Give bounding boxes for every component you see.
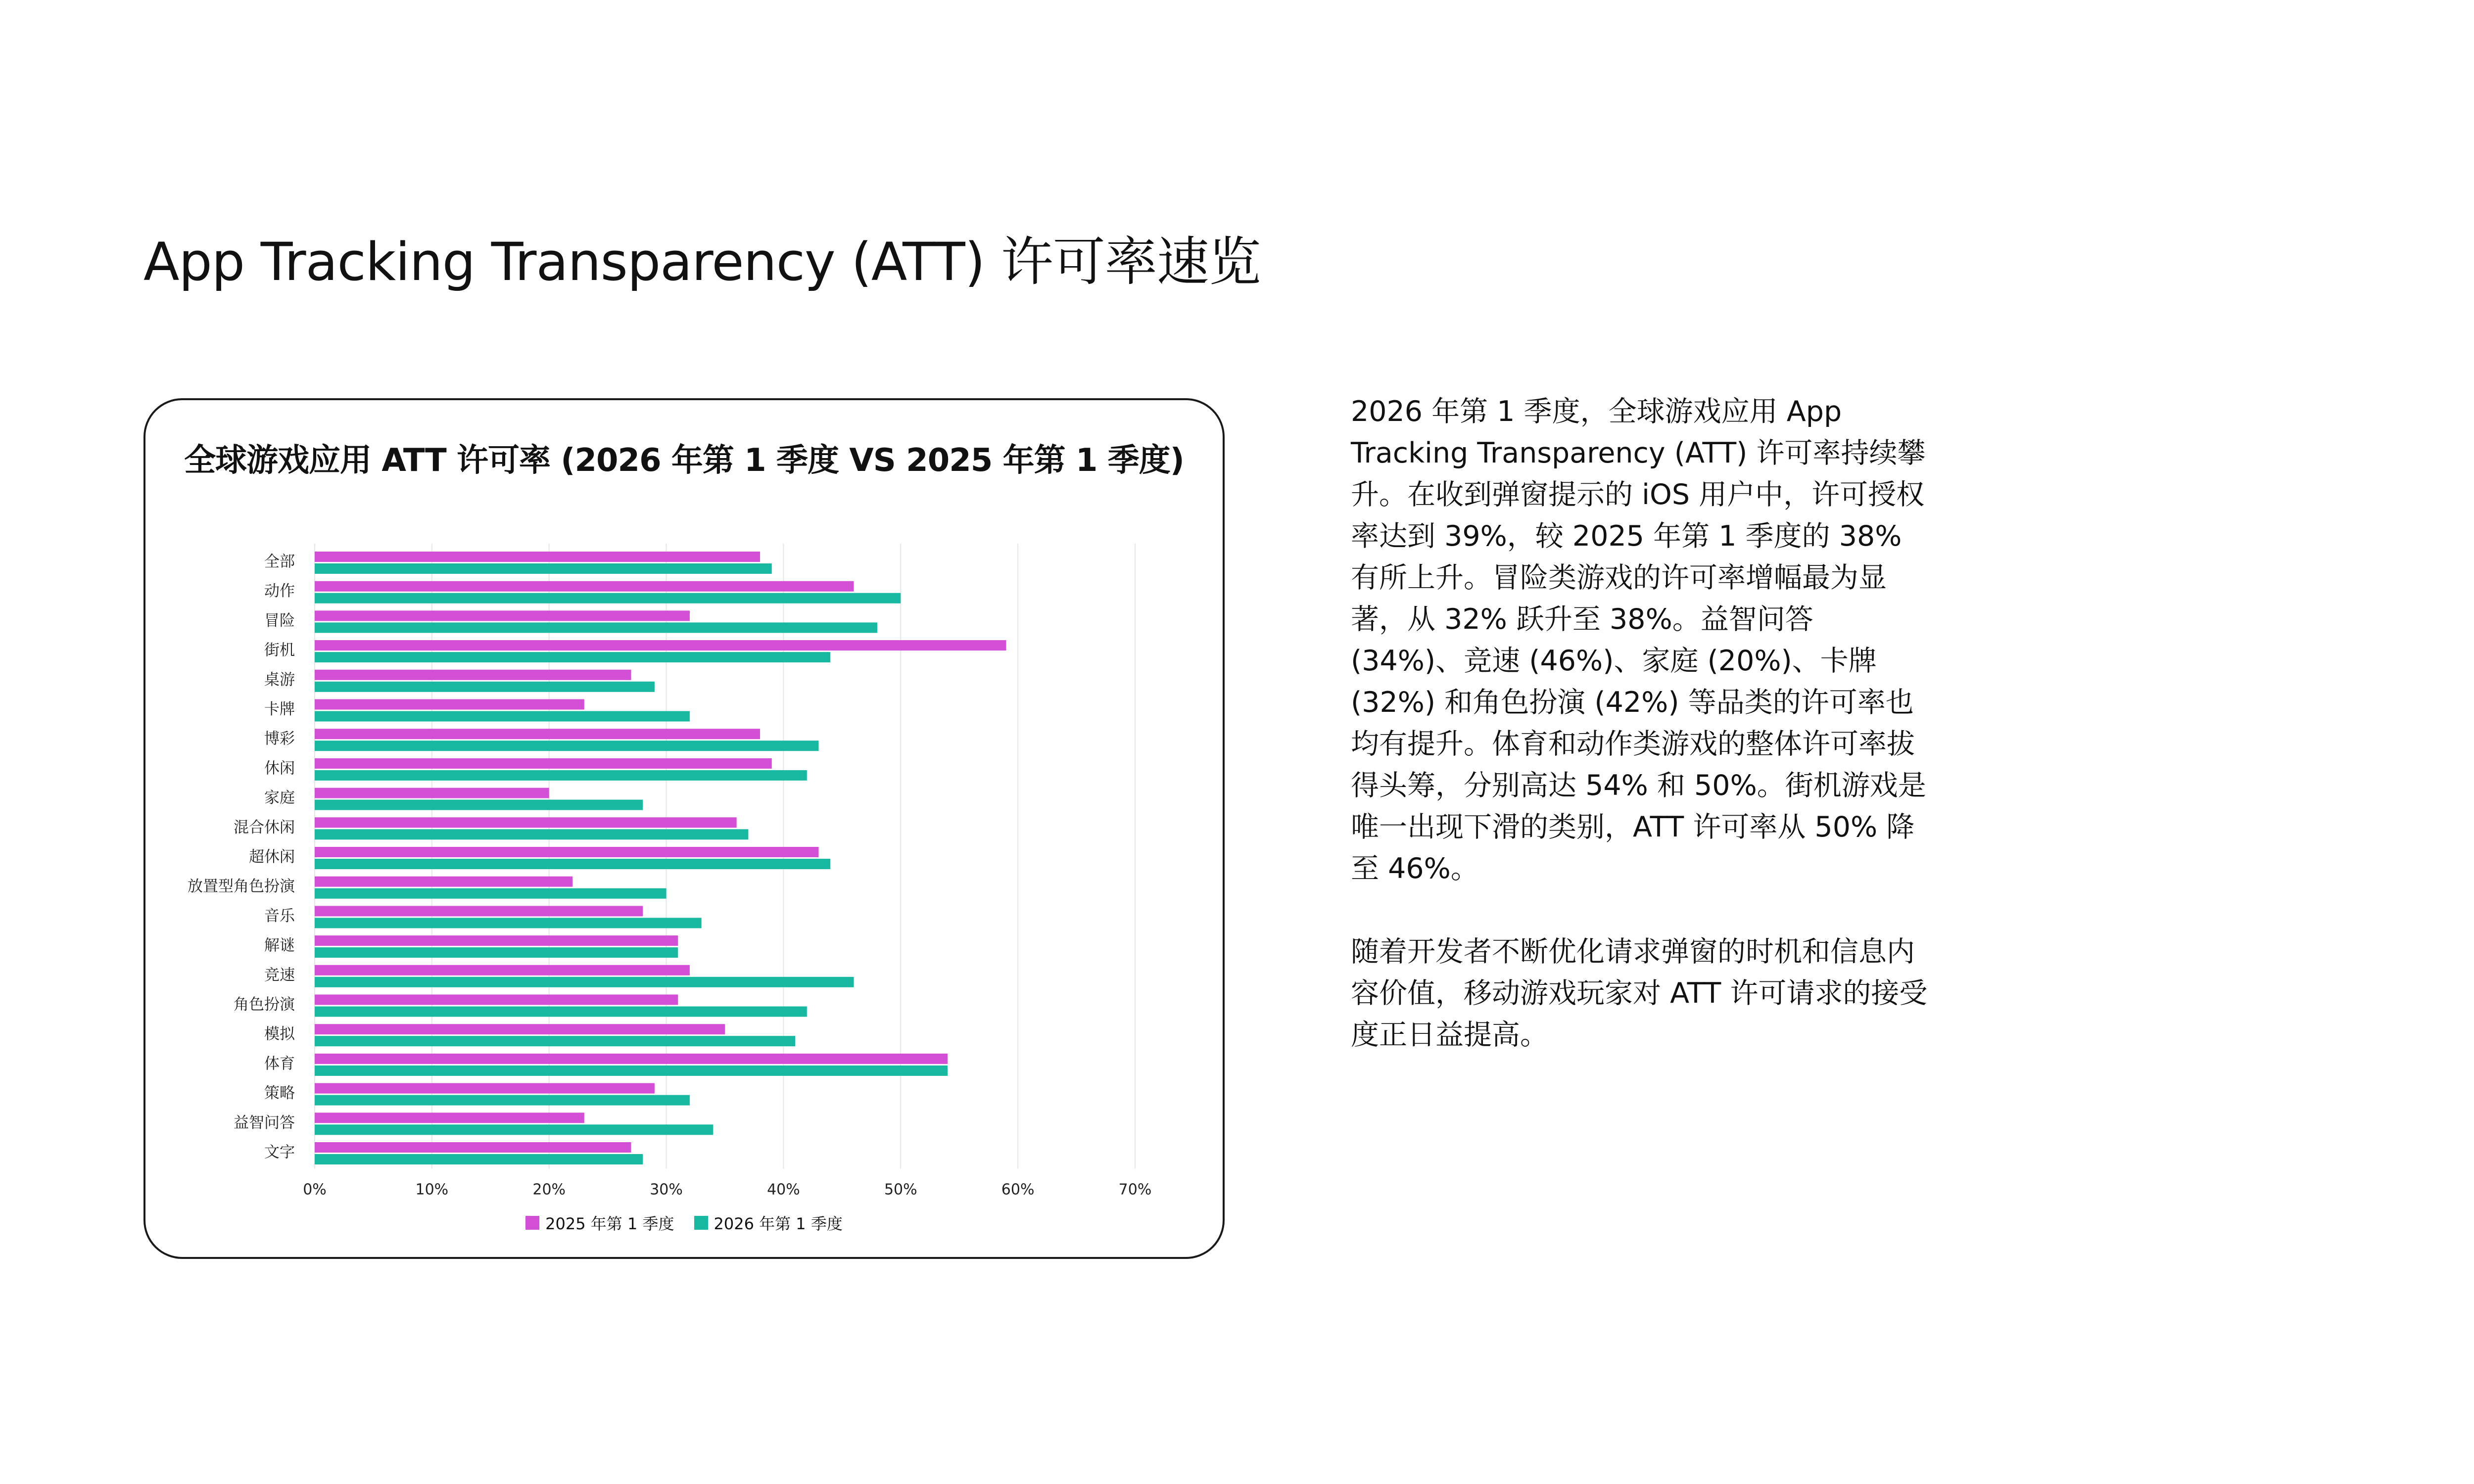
- category-label: 博彩: [264, 730, 295, 748]
- bar-2025-9: [315, 817, 737, 828]
- x-tick-label: 0%: [303, 1181, 327, 1199]
- bar-2026-0: [315, 563, 772, 574]
- bar-2025-17: [315, 1054, 948, 1064]
- category-label: 家庭: [264, 789, 295, 807]
- bar-2025-0: [315, 552, 760, 562]
- bar-2026-4: [315, 682, 655, 692]
- category-label: 竞速: [264, 966, 295, 984]
- legend-label-2026: 2026 年第 1 季度: [714, 1214, 843, 1233]
- category-label: 体育: [264, 1055, 295, 1073]
- bar-2026-14: [315, 977, 854, 987]
- category-label: 街机: [264, 641, 295, 659]
- bar-2025-14: [315, 965, 690, 975]
- legend-swatch-2026: [694, 1216, 708, 1230]
- bar-2026-8: [315, 800, 643, 810]
- x-tick-label: 60%: [1001, 1181, 1035, 1199]
- bar-2026-5: [315, 711, 690, 722]
- bar-2025-18: [315, 1083, 655, 1094]
- bar-chart: [145, 400, 1223, 1257]
- bar-2025-8: [315, 788, 549, 798]
- chart-card: [143, 398, 1225, 1259]
- x-tick-label: 20%: [532, 1181, 566, 1199]
- bar-2025-20: [315, 1142, 631, 1153]
- x-tick-label: 40%: [767, 1181, 800, 1199]
- bar-2026-13: [315, 947, 678, 958]
- body-paragraph-2: 随着开发者不断优化请求弹窗的时机和信息内容价值，移动游戏玩家对 ATT 许可请求的接受度正日益提高。: [1351, 935, 1928, 1051]
- bar-2025-2: [315, 610, 690, 621]
- x-tick-label: 50%: [884, 1181, 917, 1199]
- bar-2025-6: [315, 729, 760, 739]
- bar-2026-16: [315, 1036, 795, 1046]
- bar-2026-17: [315, 1066, 948, 1076]
- body-text: [1351, 391, 1930, 1097]
- bar-2025-12: [315, 906, 643, 916]
- category-label: 卡牌: [264, 700, 295, 718]
- bar-2026-2: [315, 622, 877, 633]
- chart-legend: [145, 1211, 1223, 1234]
- legend-label-2025: 2025 年第 1 季度: [545, 1214, 674, 1233]
- body-paragraph-1: 2026 年第 1 季度，全球游戏应用 App Tracking Transparency (ATT) 许可率持续攀升。在收到弹窗提示的 iOS 用户中，许可授权率达到 39%，较 2025 年第 1 季度的 38% 有所上升。冒险类游戏的许可率增幅最为显著，从 32% 跃升至 38%。益智问答 (34%)、竞速 (46%)、家庭 (20%)、卡牌 (32%) 和角色扮演 (42%) 等品类的许可率也均有提升。体育和动作类游戏的整体许可率拔得头筹，分别高达 54% 和 50%。街机游戏是唯一出现下滑的类别，ATT 许可率从 50% 降至 46%。: [1351, 395, 1926, 885]
- category-label: 桌游: [264, 671, 295, 689]
- category-label: 放置型角色扮演: [188, 878, 295, 896]
- bar-2025-11: [315, 877, 572, 887]
- category-label: 动作: [264, 582, 295, 601]
- category-label: 模拟: [264, 1025, 295, 1043]
- bar-2025-4: [315, 670, 631, 680]
- x-tick-label: 10%: [415, 1181, 449, 1199]
- legend-item-2026: [694, 1211, 843, 1234]
- bar-2026-9: [315, 829, 748, 839]
- category-label: 解谜: [264, 936, 295, 955]
- bar-2025-13: [315, 935, 678, 946]
- x-tick-label: 30%: [650, 1181, 683, 1199]
- bar-2026-15: [315, 1007, 807, 1017]
- bar-2025-7: [315, 758, 772, 769]
- bar-2026-1: [315, 593, 901, 603]
- page-title: App Tracking Transparency (ATT) 许可率速览: [143, 232, 1261, 292]
- bar-2026-10: [315, 859, 830, 869]
- category-label: 音乐: [264, 907, 295, 925]
- bar-2025-1: [315, 581, 854, 592]
- bar-2026-12: [315, 918, 702, 928]
- category-label: 角色扮演: [234, 996, 295, 1014]
- legend-swatch-2025: [525, 1216, 539, 1230]
- category-label: 混合休闲: [234, 818, 295, 836]
- category-label: 益智问答: [234, 1113, 295, 1132]
- category-label: 策略: [264, 1084, 295, 1103]
- category-label: 文字: [264, 1143, 295, 1161]
- bar-2025-5: [315, 699, 584, 710]
- bar-2025-10: [315, 847, 818, 857]
- category-label: 休闲: [264, 759, 295, 778]
- bar-2026-19: [315, 1124, 713, 1135]
- bar-2025-19: [315, 1113, 584, 1123]
- category-label: 全部: [264, 553, 295, 571]
- chart-title: 全球游戏应用 ATT 许可率 (2026 年第 1 季度 VS 2025 年第 1 季度): [184, 442, 1184, 479]
- bar-2026-20: [315, 1154, 643, 1164]
- legend-item-2025: [525, 1211, 674, 1234]
- category-label: 冒险: [264, 611, 295, 630]
- category-label: 超休闲: [249, 848, 295, 866]
- bar-2026-6: [315, 741, 818, 751]
- bar-2026-18: [315, 1095, 690, 1106]
- x-tick-label: 70%: [1118, 1181, 1152, 1199]
- bar-2026-11: [315, 888, 666, 899]
- bar-2025-16: [315, 1024, 725, 1034]
- bar-2025-3: [315, 640, 1006, 650]
- bar-2026-7: [315, 770, 807, 781]
- bar-2025-15: [315, 995, 678, 1005]
- bar-2026-3: [315, 652, 830, 662]
